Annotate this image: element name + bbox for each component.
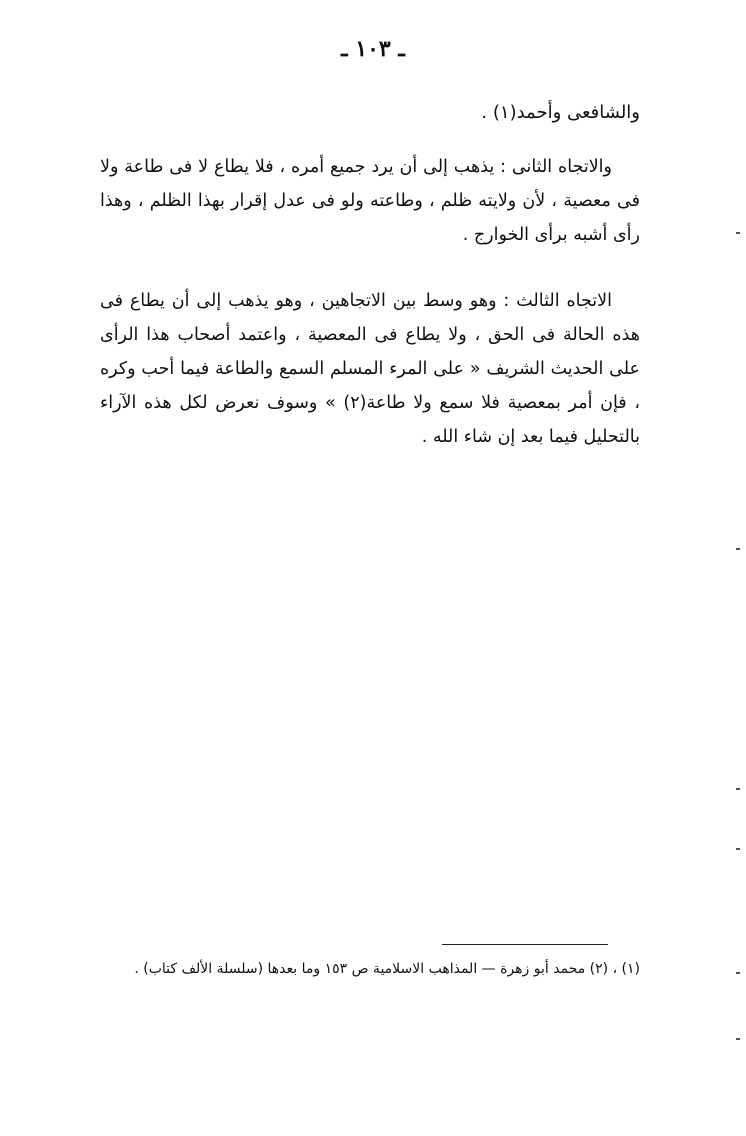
margin-speck [736, 972, 740, 974]
paragraph-2-text: والاتجاه الثانى : يذهب إلى أن يرد جميع أمره ، فلا يطاع لا فى طاعة ولا فى معصية ، لأن ولايته ظلم ، وطاعته ولو فى عدل إقرار بهذا الظلم ، وهذا رأى أشبه برأى الخوارج . [100, 157, 640, 245]
footnote-divider [442, 944, 608, 945]
margin-speck [736, 788, 740, 790]
footnote-text: (١) ، (٢) محمد أبو زهرة — المذاهب الاسلامية ص ١٥٣ وما بعدها (سلسلة الألف كتاب) . [134, 961, 640, 977]
paragraph-3 [100, 284, 640, 454]
margin-speck [736, 1038, 740, 1040]
paragraph-2 [100, 150, 640, 252]
margin-speck [736, 232, 740, 234]
paragraph-1 [100, 96, 640, 130]
margin-speck [736, 548, 740, 550]
paragraph-3-text: الاتجاه الثالث : وهو وسط بين الاتجاهين ، وهو يذهب إلى أن يطاع فى هذه الحالة فى الحق ، ولا يطاع فى المعصية ، واعتمد أصحاب هذا الرأى على الحديث الشريف « على المرء المسلم السمع والطاعة فيما أحب وكره ، فإن أمر بمعصية فلا سمع ولا طاعة(٢) » وسوف نعرض لكل هذه الآراء بالتحليل فيما بعد إن شاء الله . [100, 291, 640, 447]
paragraph-1-text: والشافعى وأحمد(١) . [481, 102, 640, 123]
footnote [100, 954, 640, 984]
margin-speck [736, 848, 740, 850]
page-number: ـ ١٠٣ ـ [341, 36, 405, 62]
